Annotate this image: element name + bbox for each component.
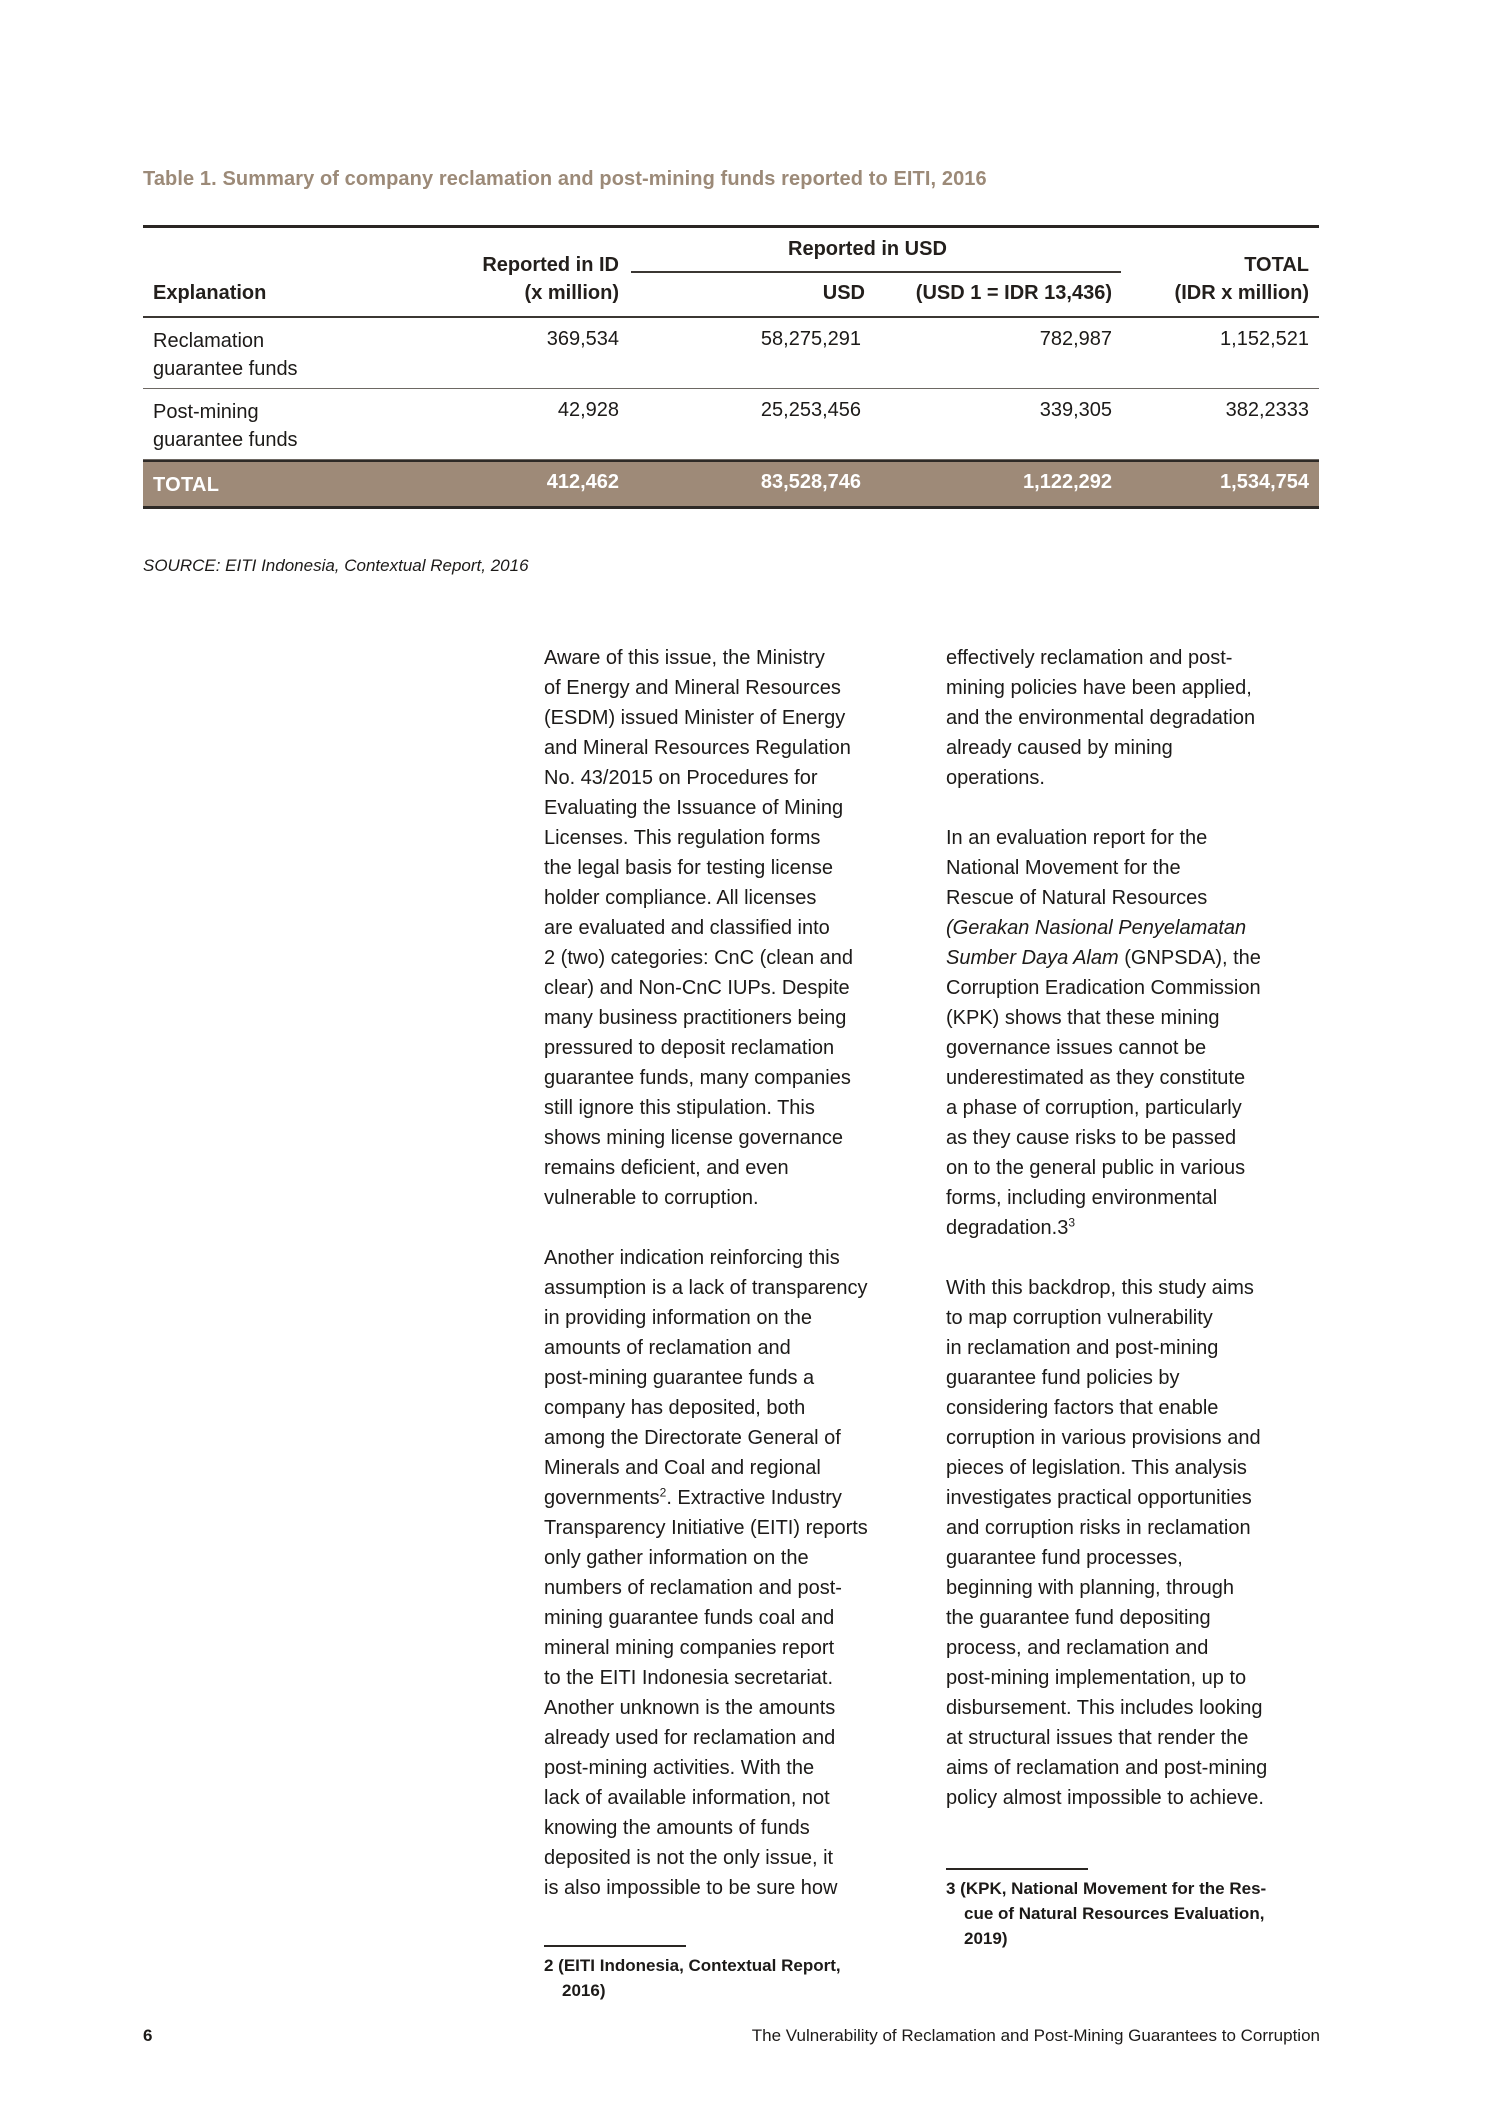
running-title: The Vulnerability of Reclamation and Post-Mining Guarantees to Corruption [751, 2026, 1320, 2045]
text-line: post-mining activities. With the [544, 1757, 815, 1779]
text-line: pressured to deposit reclamation [544, 1037, 835, 1059]
text-line: are evaluated and classified into [544, 917, 830, 939]
text-line: deposited is not the only issue, it [544, 1847, 834, 1869]
text-line: only gather information on the [544, 1547, 809, 1569]
text-line: vulnerable to corruption. [544, 1187, 759, 1209]
text-line: operations. [946, 767, 1045, 789]
text-line: mineral mining companies report [544, 1637, 835, 1659]
page-number: 6 [143, 2026, 153, 2045]
text-line: and Mineral Resources Regulation [544, 737, 851, 759]
total-reported-id: 412,462 [546, 471, 619, 493]
text-line: Rescue of Natural Resources [946, 887, 1208, 909]
text-line: remains deficient, and even [544, 1157, 789, 1179]
text-line: (Gerakan Nasional Penyelamatan [946, 917, 1247, 939]
text-line: disbursement. This includes looking [946, 1697, 1263, 1719]
text-line: $degradation.3^3$ [946, 1215, 1076, 1239]
footnote-rule [544, 1945, 686, 1947]
text-line: and corruption risks in reclamation [946, 1517, 1251, 1539]
text-line: already caused by mining [946, 737, 1173, 759]
text-line: is also impossible to be sure how [544, 1877, 838, 1899]
text-line: to map corruption vulnerability [946, 1307, 1213, 1329]
text-line: Another unknown is the amounts [544, 1697, 836, 1719]
text-line: many business practitioners being [544, 1007, 847, 1029]
paragraph [544, 643, 924, 1213]
table-source: SOURCE: EITI Indonesia, Contextual Report, 2016 [143, 556, 529, 575]
cell-usd-in-idr: 339,305 [1039, 399, 1112, 421]
text-line: as they cause risks to be passed [946, 1127, 1237, 1149]
text-line: National Movement for the [946, 857, 1181, 879]
text-line: in providing information on the [544, 1307, 812, 1329]
text-line: Sumber Daya Alam (GNPSDA), the [946, 947, 1261, 969]
text-line: policy almost impossible to achieve. [946, 1787, 1264, 1809]
paragraph [946, 643, 1326, 793]
text-line: Transparency Initiative (EITI) reports [544, 1517, 868, 1539]
paragraph [946, 823, 1326, 1243]
footnote-block [946, 1868, 1266, 1951]
text-line: numbers of reclamation and post- [544, 1577, 842, 1599]
table-title: Table 1. Summary of company reclamation and post-mining funds reported to EITI, 2016 [143, 168, 987, 190]
text-line: the legal basis for testing license [544, 857, 834, 879]
total-usd-in-idr: 1,122,292 [1023, 471, 1112, 493]
text-line: Another indication reinforcing this [544, 1247, 840, 1269]
cell-usd: 58,275,291 [760, 328, 861, 350]
header-reported-id: Reported in ID [482, 254, 619, 276]
footnote-2: 2 (EITI Indonesia, Contextual Report, 2016) [544, 1956, 841, 2000]
text-line: and the environmental degradation [946, 707, 1256, 729]
cell-usd: 25,253,456 [760, 399, 861, 421]
table-total-row [143, 460, 1319, 509]
text-line: governments$^2$. Extractive Industry [544, 1485, 842, 1509]
text-line: process, and reclamation and [946, 1637, 1209, 1659]
cell-reported-id: 369,534 [546, 328, 619, 350]
total-label: TOTAL [153, 474, 220, 496]
footnote-rule [946, 1868, 1088, 1870]
text-line: In an evaluation report for the [946, 827, 1208, 849]
cell-reported-id: 42,928 [557, 399, 619, 421]
text-line: pieces of legislation. This analysis [946, 1457, 1247, 1479]
text-line: at structural issues that render the [946, 1727, 1249, 1749]
text-line: on to the general public in various [946, 1157, 1246, 1179]
paragraph [544, 1243, 924, 1903]
text-line: clear) and Non-CnC IUPs. Despite [544, 977, 850, 999]
text-line: guarantee funds, many companies [544, 1067, 851, 1089]
text-line: beginning with planning, through [946, 1577, 1234, 1599]
text-line: holder compliance. All licenses [544, 887, 817, 909]
header-reported-usd: Reported in USD [788, 238, 947, 260]
text-line: underestimated as they constitute [946, 1067, 1246, 1089]
text-line: shows mining license governance [544, 1127, 844, 1149]
header-exchange-rate: (USD 1 = IDR 13,436) [915, 282, 1112, 304]
footnote-3: 3 (KPK, National Movement for the Res- cue of Natural Resources Evaluation, 2019) [946, 1879, 1267, 1948]
text-line: Corruption Eradication Commission [946, 977, 1261, 999]
text-line: post-mining guarantee funds a [544, 1367, 815, 1389]
body-column-right [946, 643, 1326, 1948]
table-row [143, 389, 1319, 460]
text-line: the guarantee fund depositing [946, 1607, 1211, 1629]
text-line: a phase of corruption, particularly [946, 1097, 1242, 1119]
text-line: assumption is a lack of transparency [544, 1277, 868, 1299]
footnote-ref-2[interactable]: 2 [659, 1485, 667, 1500]
cell-total: 382,2333 [1225, 399, 1309, 421]
header-usd: USD [822, 282, 865, 304]
table-header [143, 228, 1319, 318]
cell-total: 1,152,521 [1220, 328, 1309, 350]
footnote-ref-3[interactable]: 3 [1068, 1215, 1076, 1230]
text-line: effectively reclamation and post- [946, 647, 1233, 669]
text-line: 2 (two) categories: CnC (clean and [544, 947, 854, 969]
text-line: investigates practical opportunities [946, 1487, 1252, 1509]
text-line: Evaluating the Issuance of Mining [544, 797, 844, 819]
cell-usd-in-idr: 782,987 [1039, 328, 1112, 350]
footnote-block [544, 1945, 841, 2003]
text-line: knowing the amounts of funds [544, 1817, 810, 1839]
text-line: post-mining implementation, up to [946, 1667, 1247, 1689]
text-line: forms, including environmental [946, 1187, 1218, 1209]
text-line: aims of reclamation and post-mining [946, 1757, 1268, 1779]
total-total: 1,534,754 [1220, 471, 1309, 493]
text-line: considering factors that enable [946, 1397, 1219, 1419]
text-line: amounts of reclamation and [544, 1337, 791, 1359]
text-line: mining policies have been applied, [946, 677, 1252, 699]
text-line: guarantee fund processes, [946, 1547, 1183, 1569]
text-line: already used for reclamation and [544, 1727, 836, 1749]
text-line: still ignore this stipulation. This [544, 1097, 815, 1119]
row-label: Post-mining guarantee funds [153, 401, 298, 451]
text-line: in reclamation and post-mining [946, 1337, 1219, 1359]
text-line: guarantee fund policies by [946, 1367, 1180, 1389]
text-line: No. 43/2015 on Procedures for [544, 767, 818, 789]
header-group-divider [631, 271, 1121, 273]
body-column-left [544, 643, 924, 2000]
text-line: among the Directorate General of [544, 1427, 841, 1449]
text-line: Aware of this issue, the Ministry [544, 647, 825, 669]
total-usd: 83,528,746 [760, 471, 861, 493]
text-line: corruption in various provisions and [946, 1427, 1261, 1449]
text-line: (ESDM) issued Minister of Energy [544, 707, 846, 729]
paragraph [946, 1273, 1326, 1813]
header-total-unit: (IDR x million) [1174, 282, 1309, 304]
text-line: of Energy and Mineral Resources [544, 677, 841, 699]
text-line: Licenses. This regulation forms [544, 827, 821, 849]
text-line: company has deposited, both [544, 1397, 806, 1419]
summary-table [143, 225, 1319, 509]
table-row [143, 318, 1319, 389]
text-line: With this backdrop, this study aims [946, 1277, 1254, 1299]
text-line: lack of available information, not [544, 1787, 830, 1809]
header-reported-id-unit: (x million) [524, 282, 619, 304]
text-line: governance issues cannot be [946, 1037, 1207, 1059]
text-line: to the EITI Indonesia secretariat. [544, 1667, 834, 1689]
text-line: (KPK) shows that these mining [946, 1007, 1220, 1029]
text-line: mining guarantee funds coal and [544, 1607, 835, 1629]
text-line: Minerals and Coal and regional [544, 1457, 821, 1479]
header-explanation: Explanation [153, 282, 267, 304]
row-label: Reclamation guarantee funds [153, 330, 298, 380]
header-total: TOTAL [1244, 254, 1309, 276]
